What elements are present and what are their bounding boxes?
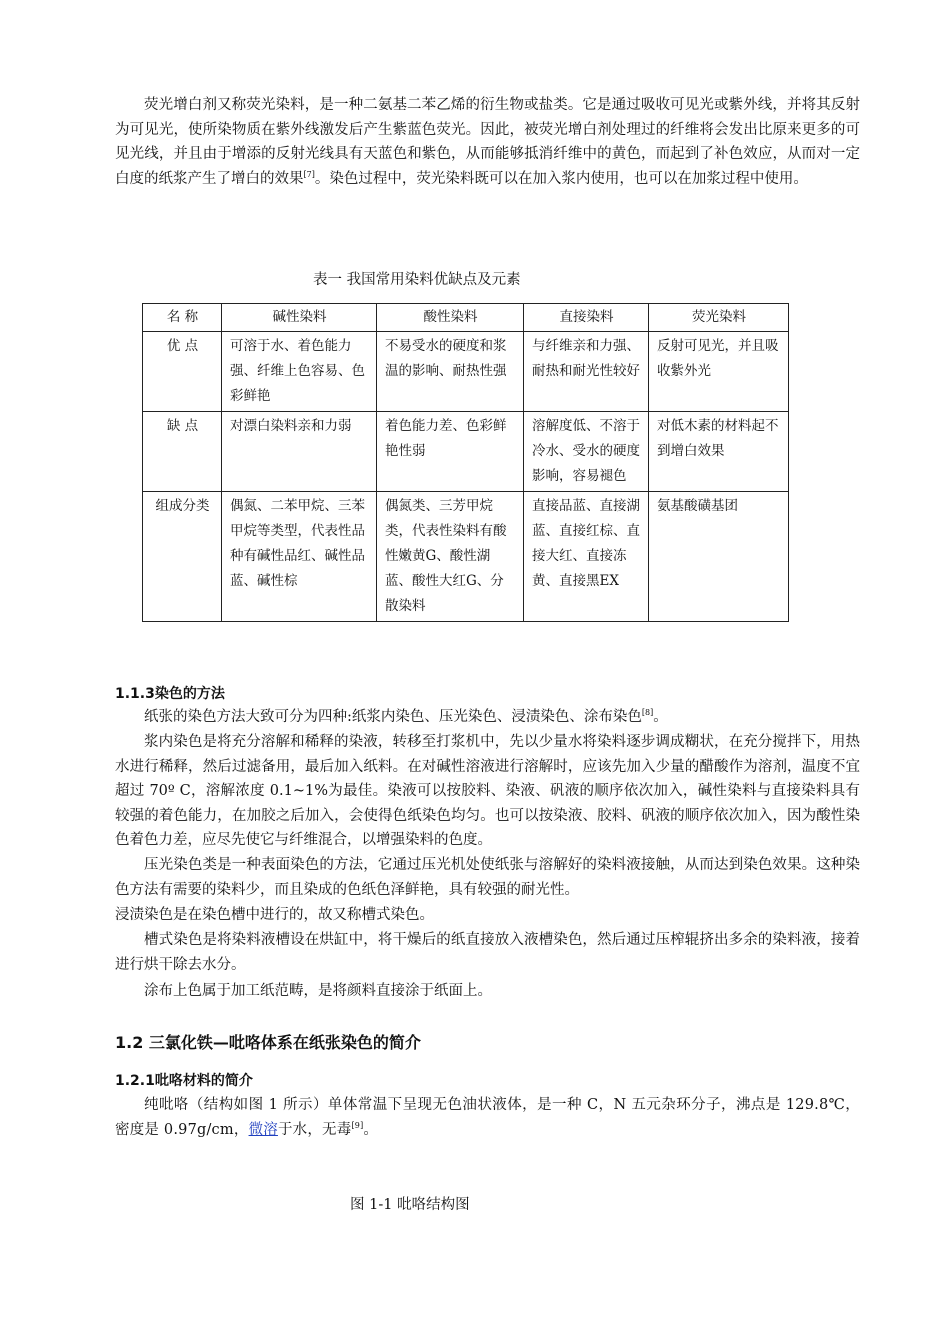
paragraph-dip-dyeing: 浸渍染色是在染色槽中进行的，故又称槽式染色。 bbox=[115, 907, 434, 923]
citation-ref: [9] bbox=[351, 1120, 364, 1130]
table-header-cell: 碱性染料 bbox=[222, 304, 377, 332]
table-cell: 直接品蓝、直接湖蓝、直接红棕、直接大红、直接冻黄、直接黑EX bbox=[524, 492, 649, 622]
table-cell: 对漂白染料亲和力弱 bbox=[222, 412, 377, 492]
paragraph-text-end: 。 bbox=[363, 1121, 379, 1138]
table-cell: 溶解度低、不溶于冷水、受水的硬度影响，容易褪色 bbox=[524, 412, 649, 492]
section-heading-1-2: 1.2 三氯化铁—吡咯体系在纸张染色的简介 bbox=[115, 1033, 421, 1052]
table-header-cell: 荧光染料 bbox=[649, 304, 789, 332]
paragraph-pulp-dyeing: 浆内染色是将充分溶解和稀释的染液，转移至打浆机中，先以少量水将染料逐步调成糊状，在充分搅拌下，用热水进行稀释，然后过滤备用，最后加入纸料。在对碱性溶液进行溶解时，应该先加入少量的醋酸作为溶剂，温度不宜超过 70º C，溶解浓度 0.1~1%为最佳。染液可以按胶料、染液、矾液的顺序依次加入，碱性染料与直接染料具有较强的着色能力，在加胶之后加入，会使得色纸染色均匀。也可以按染液、胶料、矾液的顺序依次加入，因为酸性染色着色力差，应尽先使它与纤维混合，以增强染料的色度。 bbox=[115, 734, 860, 849]
table-header-cell: 名 称 bbox=[143, 304, 222, 332]
paragraph-pyrrole-intro bbox=[115, 1093, 860, 1142]
table-header-row bbox=[143, 304, 789, 332]
paragraph-text: 纯吡咯（结构如图 1 所示）单体常温下呈现无色油状液体，是一种 C，N 五元杂环分子，沸点是 129.8℃，密度是 0.97g/cm， bbox=[115, 1097, 860, 1138]
paragraph-coating-dyeing: 涂布上色属于加工纸范畴，是将颜料直接涂于纸面上。 bbox=[144, 983, 492, 999]
table-cell: 氨基酸磺基团 bbox=[649, 492, 789, 622]
section-heading-1-2-1: 1.2.1吡咯材料的简介 bbox=[115, 1073, 253, 1089]
table-row bbox=[143, 492, 789, 622]
table-caption: 表一 我国常用染料优缺点及元素 bbox=[313, 272, 521, 288]
table-row bbox=[143, 412, 789, 492]
table-cell: 与纤维亲和力强、耐热和耐光性较好 bbox=[524, 332, 649, 412]
citation-ref: [8] bbox=[641, 708, 654, 717]
figure-caption: 图 1-1 吡咯结构图 bbox=[350, 1197, 470, 1213]
paragraph-text: 纸张的染色方法大致可分为四种:纸浆内染色、压光染色、浸渍染色、涂布染色 bbox=[144, 709, 642, 725]
paragraph-text: 于水，无毒 bbox=[277, 1121, 352, 1138]
table-cell: 偶氮、二苯甲烷、三苯甲烷等类型，代表性品种有碱性品红、碱性品蓝、碱性棕 bbox=[222, 492, 377, 622]
paragraph-tank-dyeing: 槽式染色是将染料液槽设在烘缸中，将干燥后的纸直接放入液槽染色，然后通过压榨辊挤出多余的染料液，接着进行烘干除去水分。 bbox=[115, 932, 860, 973]
citation-ref: [7] bbox=[303, 169, 315, 179]
intro-paragraph bbox=[115, 93, 860, 191]
intro-text: 荧光增白剂又称荧光染料，是一种二氨基二苯乙烯的衍生物或盐类。它是通过吸收可见光或紫外线，并将其反射为可见光，使所染物质在紫外线激发后产生紫蓝色荧光。因此，被荧光增白剂处理过的纤维将会发出比原来更多的可见光线，并且由于增添的反射光线具有天蓝色和紫色，从而能够抵消纤维中的黄色，而起到了补色效应，从而对一定白度的纸浆产生了增白的效果 bbox=[115, 97, 860, 187]
table-cell: 反射可见光，并且吸收紫外光 bbox=[649, 332, 789, 412]
section-heading-1-1-3: 1.1.3染色的方法 bbox=[115, 686, 225, 702]
table-header-cell: 直接染料 bbox=[524, 304, 649, 332]
table-row bbox=[143, 332, 789, 412]
paragraph-calender-dyeing: 压光染色类是一种表面染色的方法，它通过压光机处使纸张与溶解好的染料液接触，从而达到染色效果。这种染色方法有需要的染料少，而且染成的色纸色泽鲜艳，具有较强的耐光性。 bbox=[115, 857, 860, 898]
row-label: 优 点 bbox=[143, 332, 222, 412]
row-label: 组成分类 bbox=[143, 492, 222, 622]
paragraph-text-end: 。 bbox=[653, 709, 668, 725]
paragraph-dye-methods bbox=[115, 705, 860, 730]
table-cell: 可溶于水、着色能力强、纤维上色容易、色彩鲜艳 bbox=[222, 332, 377, 412]
table-header-cell: 酸性染料 bbox=[377, 304, 524, 332]
row-label: 缺 点 bbox=[143, 412, 222, 492]
weirong-link[interactable]: 微溶 bbox=[248, 1121, 278, 1138]
table-cell: 偶氮类、三芳甲烷类，代表性染料有酸性嫩黄G、酸性湖蓝、酸性大红G、分散染料 bbox=[377, 492, 524, 622]
table-cell: 着色能力差、色彩鲜艳性弱 bbox=[377, 412, 524, 492]
intro-text-end: 。染色过程中，荧光染料既可以在加入浆内使用，也可以在加浆过程中使用。 bbox=[314, 170, 808, 187]
dye-comparison-table bbox=[142, 303, 789, 622]
table-cell: 对低木素的材料起不到增白效果 bbox=[649, 412, 789, 492]
table-cell: 不易受水的硬度和浆温的影响、耐热性强 bbox=[377, 332, 524, 412]
